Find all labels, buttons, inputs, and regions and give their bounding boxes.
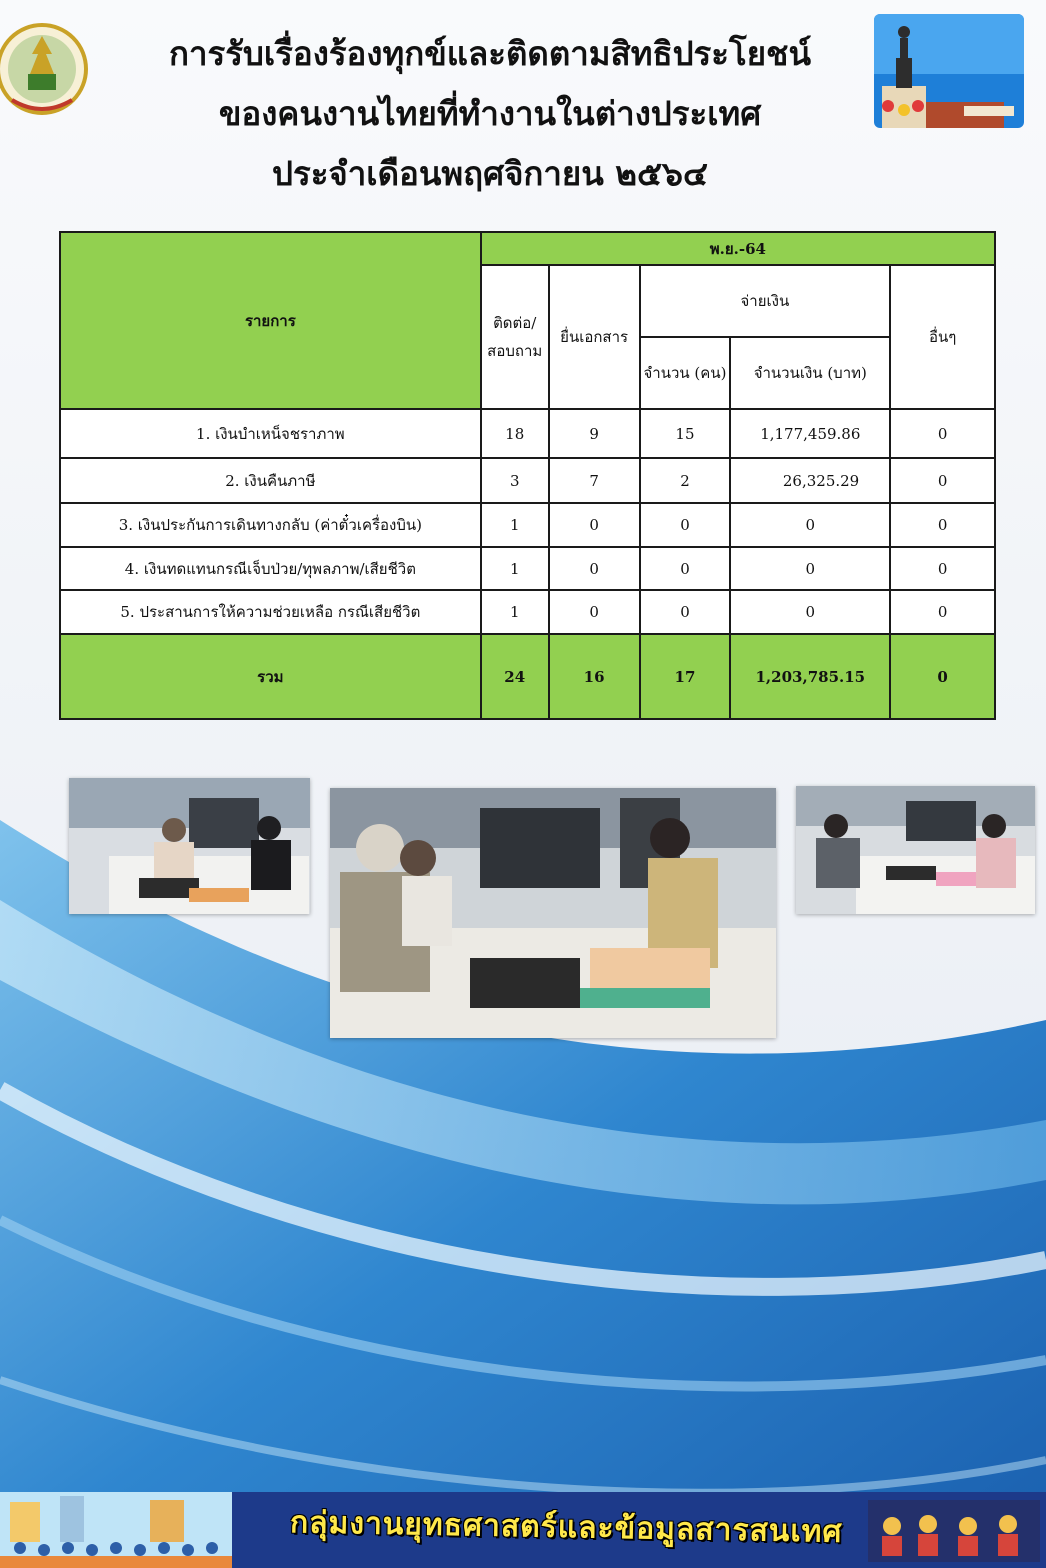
row-submit: 7 <box>549 458 640 503</box>
statue-photo <box>874 14 1024 128</box>
office-photo-right <box>796 786 1035 914</box>
row-amount: 1,177,459.86 <box>730 409 890 458</box>
footer-crowd-illustration <box>0 1492 232 1568</box>
row-amount: 0 <box>730 503 890 547</box>
title-line-1: การรับเรื่องร้องทุกข์และติดตามสิทธิประโยชน์ <box>168 34 812 73</box>
total-contact: 24 <box>481 634 549 719</box>
header-other: อื่นๆ <box>890 265 995 409</box>
total-other: 0 <box>890 634 995 719</box>
row-persons: 0 <box>640 590 731 634</box>
row-submit: 0 <box>549 547 640 590</box>
row-other: 0 <box>890 409 995 458</box>
table-row <box>60 458 995 503</box>
report-table <box>59 231 996 720</box>
row-contact: 18 <box>481 409 549 458</box>
header-submit: ยื่นเอกสาร <box>549 265 640 409</box>
row-persons: 0 <box>640 503 731 547</box>
header-persons: จำนวน (คน) <box>640 337 731 409</box>
row-other: 0 <box>890 503 995 547</box>
row-item: 5. ประสานการให้ความช่วยเหลือ กรณีเสียชีวิต <box>60 590 481 634</box>
total-row <box>60 634 995 719</box>
row-contact: 3 <box>481 458 549 503</box>
row-submit: 9 <box>549 409 640 458</box>
title-line-2: ของคนงานไทยที่ทำงานในต่างประเทศ <box>218 94 762 133</box>
table-row <box>60 547 995 590</box>
row-contact: 1 <box>481 547 549 590</box>
ministry-logo <box>0 14 90 124</box>
row-contact: 1 <box>481 503 549 547</box>
row-persons: 15 <box>640 409 731 458</box>
footer-title: กลุ่มงานยุทธศาสตร์และข้อมูลสารสนเทศ <box>289 1505 843 1550</box>
table-row <box>60 409 995 458</box>
row-other: 0 <box>890 547 995 590</box>
header-payment: จ่ายเงิน <box>640 265 891 337</box>
row-persons: 0 <box>640 547 731 590</box>
title-line-3: ประจำเดือนพฤศจิกายน ๒๕๖๔ <box>272 154 708 193</box>
row-other: 0 <box>890 590 995 634</box>
office-photo-center <box>330 788 776 1038</box>
row-persons: 2 <box>640 458 731 503</box>
row-item: 3. เงินประกันการเดินทางกลับ (ค่าตั๋วเครื่องบิน) <box>60 503 481 547</box>
table-row <box>60 503 995 547</box>
row-submit: 0 <box>549 590 640 634</box>
total-submit: 16 <box>549 634 640 719</box>
office-photo-left <box>69 778 310 914</box>
total-item: รวม <box>60 634 481 719</box>
row-item: 2. เงินคืนภาษี <box>60 458 481 503</box>
header-period: พ.ย.-64 <box>481 232 995 265</box>
page-title <box>100 24 880 204</box>
row-amount: 0 <box>730 590 890 634</box>
header-contact: ติดต่อ/ สอบถาม <box>481 265 549 409</box>
total-amount: 1,203,785.15 <box>730 634 890 719</box>
header-amount: จำนวนเงิน (บาท) <box>730 337 890 409</box>
row-other: 0 <box>890 458 995 503</box>
total-persons: 17 <box>640 634 731 719</box>
header-item: รายการ <box>60 232 481 409</box>
table-row <box>60 590 995 634</box>
row-amount: 0 <box>730 547 890 590</box>
row-contact: 1 <box>481 590 549 634</box>
row-submit: 0 <box>549 503 640 547</box>
footer-kids-illustration <box>868 1500 1040 1562</box>
row-item: 1. เงินบำเหน็จชราภาพ <box>60 409 481 458</box>
row-item: 4. เงินทดแทนกรณีเจ็บป่วย/ทุพลภาพ/เสียชีวิต <box>60 547 481 590</box>
row-amount: 26,325.29 <box>730 458 890 503</box>
